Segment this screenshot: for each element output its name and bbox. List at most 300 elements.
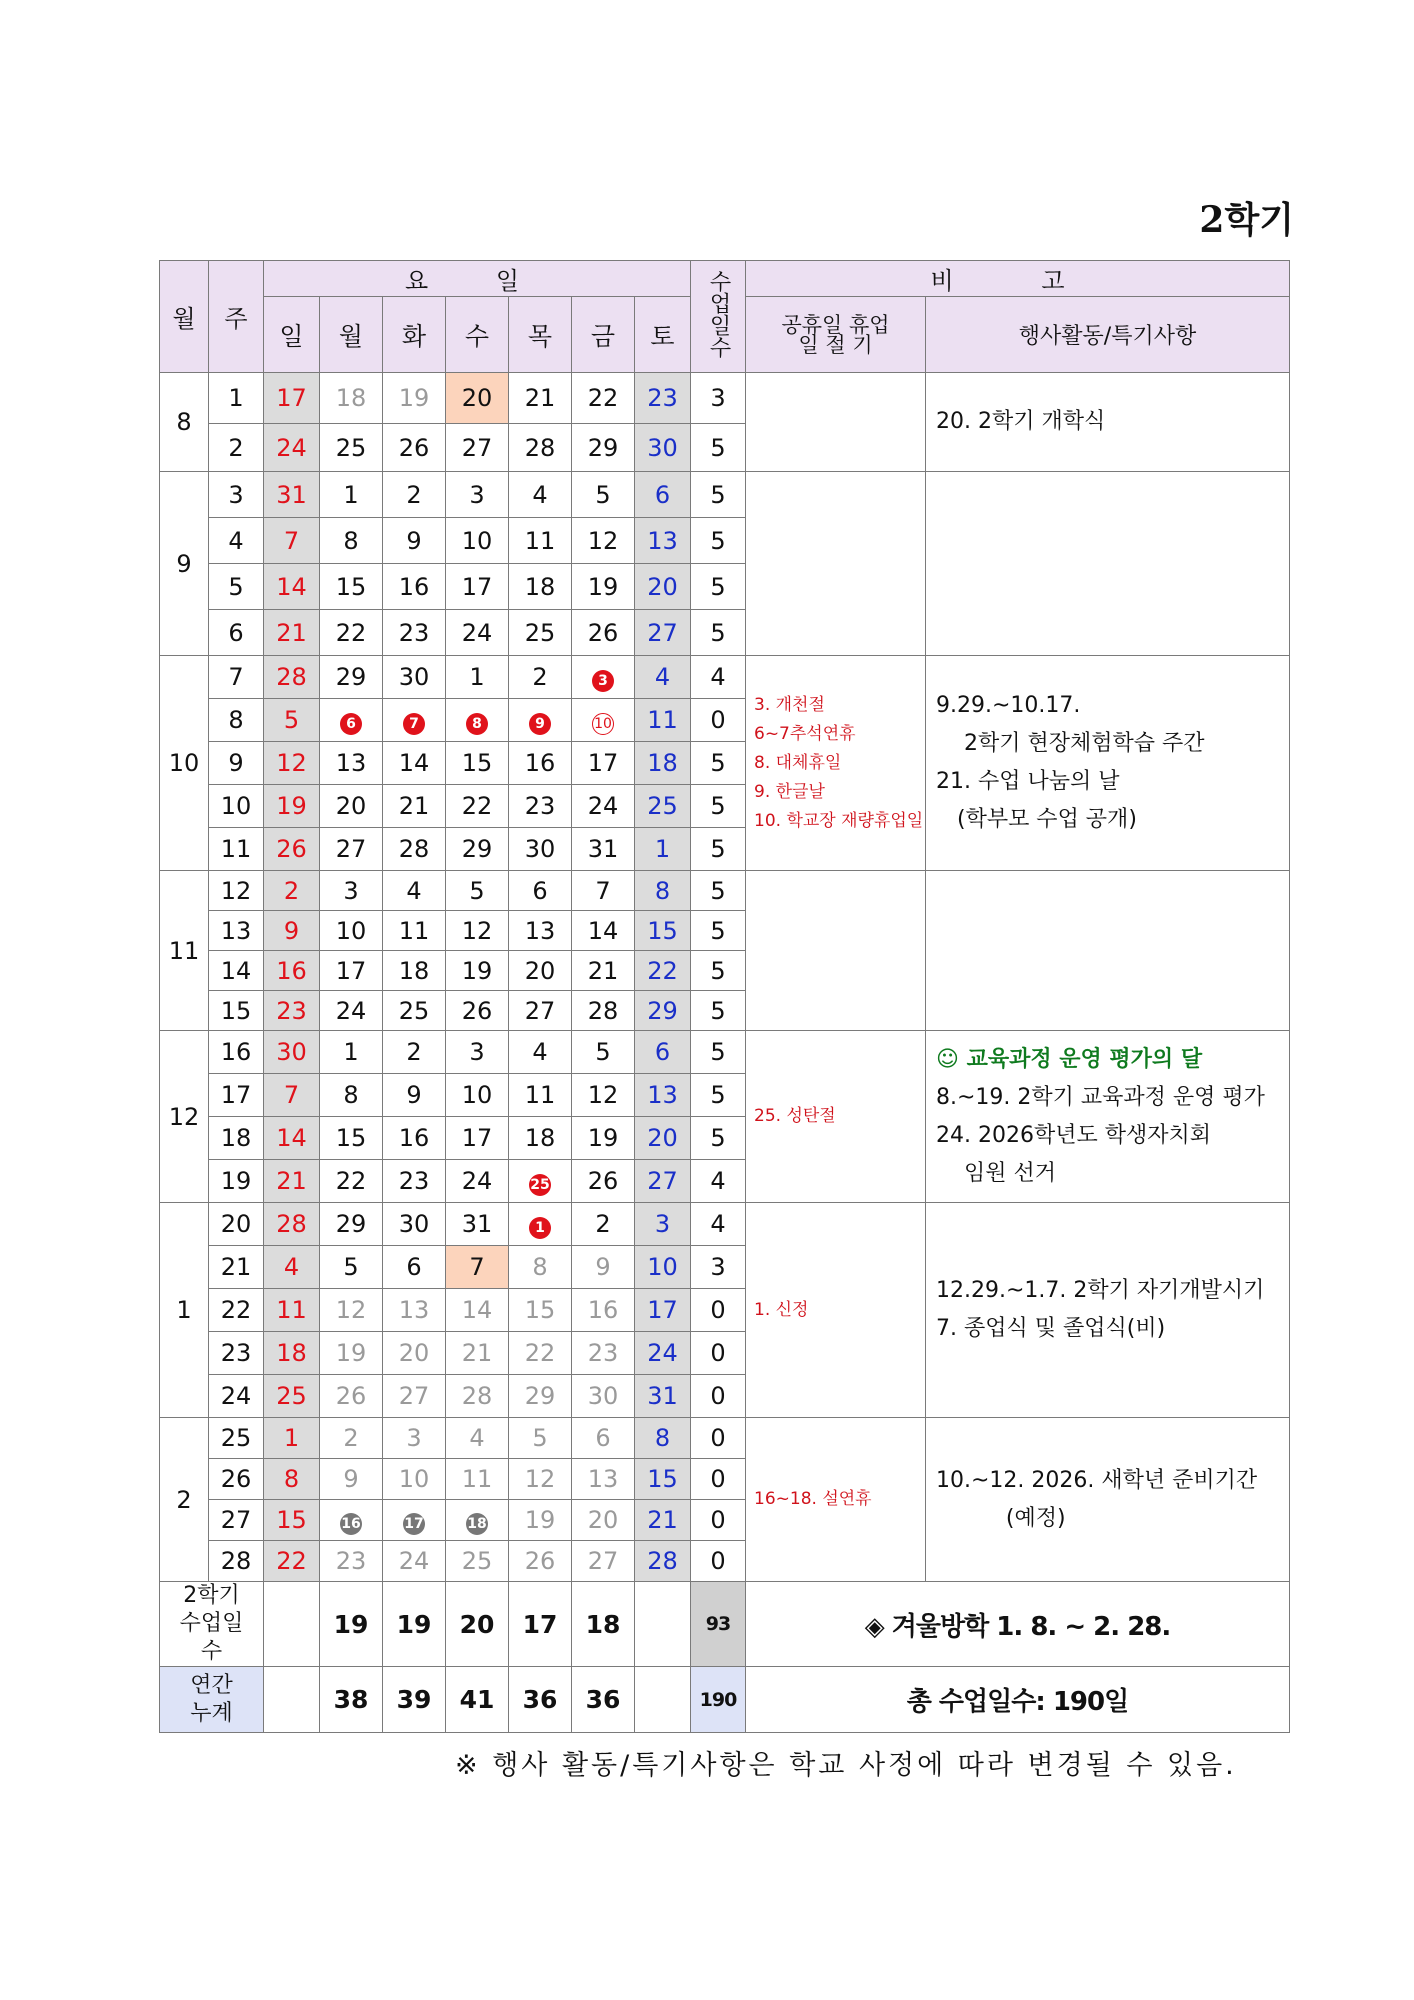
week-row: [160, 656, 1290, 699]
day-cell: 17: [572, 742, 635, 785]
week-number: 17: [209, 1074, 264, 1117]
event-item: 7. 종업식 및 졸업식(비): [936, 1316, 1166, 1341]
class-day-count: 5: [691, 424, 746, 472]
class-day-count: 5: [691, 1117, 746, 1160]
day-cell: 25: [509, 610, 572, 656]
day-cell: 23: [383, 610, 446, 656]
month-label: 8: [160, 373, 209, 472]
day-cell: 20: [572, 1500, 635, 1541]
class-day-count: 0: [691, 1332, 746, 1375]
day-cell: 21: [635, 1500, 691, 1541]
events-cell: [926, 373, 1290, 472]
week-row: [160, 373, 1290, 424]
day-cell: 5: [509, 1418, 572, 1459]
day-cell: 13: [383, 1289, 446, 1332]
holiday-circle: 17: [403, 1513, 425, 1535]
day-cell: 31: [635, 1375, 691, 1418]
day-cell: 22: [635, 951, 691, 991]
holiday-item: 25. 성탄절: [754, 1106, 836, 1126]
annual-day-sum: 38: [320, 1667, 383, 1733]
day-cell: 8: [264, 1459, 320, 1500]
week-number: 14: [209, 951, 264, 991]
day-cell: 26: [383, 424, 446, 472]
class-day-count: 5: [691, 518, 746, 564]
week-row: [160, 1418, 1290, 1459]
day-cell: 20: [509, 951, 572, 991]
day-cell: 7: [264, 518, 320, 564]
day-cell: 17: [320, 951, 383, 991]
day-cell: 7: [264, 1074, 320, 1117]
day-cell: 29: [320, 1203, 383, 1246]
day-cell: 24: [635, 1332, 691, 1375]
day-cell: 25: [320, 424, 383, 472]
day-cell: 26: [572, 1160, 635, 1203]
day-cell: [446, 1500, 509, 1541]
day-cell: 22: [509, 1332, 572, 1375]
day-cell: [320, 1500, 383, 1541]
annual-day-sum: [635, 1667, 691, 1733]
events-cell: [926, 472, 1290, 656]
day-cell: 9: [320, 1459, 383, 1500]
day-cell: 28: [572, 991, 635, 1031]
day-cell: 15: [446, 742, 509, 785]
week-number: 9: [209, 742, 264, 785]
day-cell: 27: [383, 1375, 446, 1418]
class-day-count: 0: [691, 1541, 746, 1582]
day-cell: 2: [383, 472, 446, 518]
day-cell: 21: [264, 610, 320, 656]
week-number: 3: [209, 472, 264, 518]
day-cell: 20: [635, 564, 691, 610]
events-cell: [926, 1418, 1290, 1582]
day-cell: 15: [320, 564, 383, 610]
week-number: 24: [209, 1375, 264, 1418]
day-cell: 30: [509, 828, 572, 871]
annual-day-sum: 36: [572, 1667, 635, 1733]
day-cell: 18: [264, 1332, 320, 1375]
week-number: 4: [209, 518, 264, 564]
annual-count-label: [160, 1667, 264, 1733]
holidays-cell: [746, 1418, 926, 1582]
class-day-count: 5: [691, 610, 746, 656]
day-cell: 28: [509, 424, 572, 472]
day-cell: 28: [635, 1541, 691, 1582]
day-cell: 16: [383, 1117, 446, 1160]
semester-day-sum: 20: [446, 1582, 509, 1667]
week-number: 20: [209, 1203, 264, 1246]
day-cell: 30: [383, 656, 446, 699]
day-header: 금: [572, 297, 635, 373]
day-cell: 27: [509, 991, 572, 1031]
day-cell: 19: [383, 373, 446, 424]
month-label: 10: [160, 656, 209, 871]
day-cell: 19: [572, 1117, 635, 1160]
week-number: 7: [209, 656, 264, 699]
day-cell: 6: [509, 871, 572, 911]
day-cell: 14: [572, 911, 635, 951]
holiday-circle-outline: 10: [592, 713, 614, 735]
day-cell: 17: [635, 1289, 691, 1332]
day-cell: 22: [264, 1541, 320, 1582]
day-cell: 19: [572, 564, 635, 610]
day-cell: 15: [264, 1500, 320, 1541]
class-day-count: 0: [691, 1459, 746, 1500]
day-cell: 5: [572, 472, 635, 518]
week-row: [160, 871, 1290, 911]
class-day-count: 5: [691, 1074, 746, 1117]
week-number: 5: [209, 564, 264, 610]
day-cell: 3: [320, 871, 383, 911]
week-row: [160, 1203, 1290, 1246]
holiday-circle: 25: [529, 1174, 551, 1196]
day-cell: 21: [446, 1332, 509, 1375]
annual-day-sum: 36: [509, 1667, 572, 1733]
day-cell: 24: [264, 424, 320, 472]
semester-day-sum: [264, 1582, 320, 1667]
class-day-count: 5: [691, 911, 746, 951]
day-cell: 15: [635, 911, 691, 951]
day-cell: 5: [572, 1031, 635, 1074]
event-item: 임원 선거: [936, 1160, 1056, 1186]
day-cell: 12: [509, 1459, 572, 1500]
footnote: ※ 행사 활동/특기사항은 학교 사정에 따라 변경될 수 있음.: [455, 1750, 1237, 1781]
month-label: 1: [160, 1203, 209, 1418]
count-header-text: 수업일수: [706, 269, 731, 358]
class-day-count: 5: [691, 951, 746, 991]
day-cell: 8: [635, 1418, 691, 1459]
annual-day-sum: 39: [383, 1667, 446, 1733]
holidays-cell: [746, 373, 926, 472]
day-cell: 29: [320, 656, 383, 699]
holiday-circle: 1: [529, 1217, 551, 1239]
holiday-circle: 6: [340, 713, 362, 735]
day-cell: 7: [446, 1246, 509, 1289]
day-cell: 15: [320, 1117, 383, 1160]
day-cell: 6: [572, 1418, 635, 1459]
day-cell: 23: [635, 373, 691, 424]
class-day-count: 0: [691, 1418, 746, 1459]
day-cell: 3: [383, 1418, 446, 1459]
semester-day-sum: 19: [320, 1582, 383, 1667]
holiday-circle: 9: [529, 713, 551, 735]
day-cell: 25: [264, 1375, 320, 1418]
day-cell: 12: [572, 1074, 635, 1117]
day-cell: 4: [509, 1031, 572, 1074]
day-cell: 11: [635, 699, 691, 742]
day-cell: 1: [446, 656, 509, 699]
day-cell: 4: [635, 656, 691, 699]
week-number: 2: [209, 424, 264, 472]
day-header: 월: [320, 297, 383, 373]
semester-count-label: [160, 1582, 264, 1667]
day-cell: [446, 699, 509, 742]
day-cell: 17: [446, 1117, 509, 1160]
day-cell: 29: [635, 991, 691, 1031]
class-day-count: 3: [691, 1246, 746, 1289]
month-label: 2: [160, 1418, 209, 1582]
days-header: 요 일: [264, 261, 691, 297]
day-cell: 3: [635, 1203, 691, 1246]
day-cell: 23: [264, 991, 320, 1031]
day-cell: 14: [383, 742, 446, 785]
day-cell: 6: [383, 1246, 446, 1289]
holiday-circle: 18: [466, 1513, 488, 1535]
holidays-cell: [746, 656, 926, 871]
day-cell: 29: [446, 828, 509, 871]
event-item: 12.29.~1.7. 2학기 자기개발시기: [936, 1278, 1265, 1303]
total-class-days: 총 수업일수: 190일: [746, 1667, 1290, 1733]
count-header: [691, 261, 746, 373]
holiday-item: 10. 학교장 재량휴업일: [754, 810, 924, 831]
holidays-cell: [746, 1031, 926, 1203]
week-row: [160, 472, 1290, 518]
day-cell: 12: [446, 911, 509, 951]
day-cell: [383, 1500, 446, 1541]
holiday-item: 16~18. 설연휴: [754, 1489, 872, 1509]
events-header: 행사활동/특기사항: [926, 297, 1290, 373]
day-cell: [509, 699, 572, 742]
day-cell: 16: [264, 951, 320, 991]
event-item: 21. 수업 나눔의 날: [936, 769, 1120, 794]
month-label: 11: [160, 871, 209, 1031]
day-cell: 2: [264, 871, 320, 911]
day-header: 목: [509, 297, 572, 373]
academic-calendar-table: [159, 260, 1290, 1733]
day-cell: 14: [446, 1289, 509, 1332]
day-cell: 31: [446, 1203, 509, 1246]
day-cell: 5: [320, 1246, 383, 1289]
annual-day-sum: 41: [446, 1667, 509, 1733]
day-cell: 27: [320, 828, 383, 871]
class-day-count: 5: [691, 472, 746, 518]
day-cell: 11: [383, 911, 446, 951]
day-cell: 2: [383, 1031, 446, 1074]
day-header: 일: [264, 297, 320, 373]
annual-day-sum: [264, 1667, 320, 1733]
day-cell: 6: [635, 472, 691, 518]
month-label: 12: [160, 1031, 209, 1203]
day-cell: 20: [320, 785, 383, 828]
semester-day-sum: 19: [383, 1582, 446, 1667]
day-cell: 15: [509, 1289, 572, 1332]
holiday-circle: 8: [466, 713, 488, 735]
day-cell: 30: [383, 1203, 446, 1246]
day-cell: 12: [264, 742, 320, 785]
event-item: 20. 2학기 개학식: [936, 409, 1106, 434]
day-cell: 4: [264, 1246, 320, 1289]
day-cell: 21: [572, 951, 635, 991]
week-number: 23: [209, 1332, 264, 1375]
day-cell: 2: [320, 1418, 383, 1459]
day-cell: 24: [383, 1541, 446, 1582]
day-cell: 19: [509, 1500, 572, 1541]
holiday-item: 8. 대체휴일: [754, 752, 842, 773]
day-cell: [383, 699, 446, 742]
day-cell: 7: [572, 871, 635, 911]
week-number: 13: [209, 911, 264, 951]
week-number: 8: [209, 699, 264, 742]
day-cell: [509, 1160, 572, 1203]
week-number: 19: [209, 1160, 264, 1203]
class-day-count: 5: [691, 991, 746, 1031]
holiday-item: 6~7추석연휴: [754, 723, 856, 744]
day-cell: 5: [264, 699, 320, 742]
day-cell: 20: [446, 373, 509, 424]
day-cell: 8: [635, 871, 691, 911]
class-day-count: 5: [691, 742, 746, 785]
day-cell: 1: [264, 1418, 320, 1459]
event-item: (학부모 수업 공개): [936, 807, 1137, 832]
day-cell: 24: [446, 1160, 509, 1203]
week-number: 1: [209, 373, 264, 424]
events-cell: [926, 1031, 1290, 1203]
day-cell: 11: [509, 1074, 572, 1117]
day-cell: 23: [572, 1332, 635, 1375]
week-number: 27: [209, 1500, 264, 1541]
day-cell: 12: [572, 518, 635, 564]
holidays-cell: [746, 871, 926, 1031]
day-header: 토: [635, 297, 691, 373]
day-header: 수: [446, 297, 509, 373]
month-label: 9: [160, 472, 209, 656]
week-number: 25: [209, 1418, 264, 1459]
day-cell: 18: [635, 742, 691, 785]
day-cell: 28: [264, 656, 320, 699]
event-item: 2학기 현장체험학습 주간: [936, 731, 1205, 756]
event-item: 24. 2026학년도 학생자치회: [936, 1122, 1211, 1148]
day-cell: 12: [320, 1289, 383, 1332]
events-cell: [926, 656, 1290, 871]
day-cell: 18: [509, 564, 572, 610]
day-cell: 27: [446, 424, 509, 472]
week-number: 22: [209, 1289, 264, 1332]
week-row: [160, 1031, 1290, 1074]
week-header: 주: [209, 261, 264, 373]
day-cell: 1: [320, 472, 383, 518]
day-cell: 25: [446, 1541, 509, 1582]
day-cell: 13: [509, 911, 572, 951]
holidays-cell: [746, 1203, 926, 1418]
day-cell: 11: [509, 518, 572, 564]
day-cell: 1: [320, 1031, 383, 1074]
event-item: 9.29.~10.17.: [936, 693, 1081, 718]
day-cell: 13: [572, 1459, 635, 1500]
class-day-count: 0: [691, 1375, 746, 1418]
semester-total: 93: [691, 1582, 746, 1667]
event-item: 10.~12. 2026. 새학년 준비기간: [936, 1467, 1258, 1493]
day-cell: 18: [509, 1117, 572, 1160]
day-cell: 10: [635, 1246, 691, 1289]
day-cell: 25: [383, 991, 446, 1031]
day-cell: 15: [635, 1459, 691, 1500]
day-cell: 28: [383, 828, 446, 871]
day-cell: 17: [264, 373, 320, 424]
week-number: 6: [209, 610, 264, 656]
day-cell: 24: [320, 991, 383, 1031]
week-number: 28: [209, 1541, 264, 1582]
day-cell: 16: [383, 564, 446, 610]
events-cell: [926, 871, 1290, 1031]
holiday-item: 9. 한글날: [754, 781, 825, 802]
semester-count-label-text: 2학기 수업일수: [179, 1583, 244, 1664]
day-cell: 24: [572, 785, 635, 828]
holiday-circle: 7: [403, 713, 425, 735]
day-cell: 21: [264, 1160, 320, 1203]
class-day-count: 5: [691, 1031, 746, 1074]
day-cell: 8: [320, 1074, 383, 1117]
class-day-count: 4: [691, 1203, 746, 1246]
day-cell: 26: [264, 828, 320, 871]
day-cell: 18: [320, 373, 383, 424]
semester-day-sum: 18: [572, 1582, 635, 1667]
day-cell: 26: [509, 1541, 572, 1582]
day-cell: 23: [383, 1160, 446, 1203]
day-cell: 26: [320, 1375, 383, 1418]
annual-count-label-text: 연간 누계: [190, 1672, 233, 1726]
class-day-count: 5: [691, 564, 746, 610]
day-cell: 28: [264, 1203, 320, 1246]
day-cell: 24: [446, 610, 509, 656]
day-cell: 26: [572, 610, 635, 656]
day-cell: 22: [320, 610, 383, 656]
events-cell: [926, 1203, 1290, 1418]
day-cell: 27: [572, 1541, 635, 1582]
day-cell: 20: [383, 1332, 446, 1375]
day-cell: 25: [635, 785, 691, 828]
week-number: 12: [209, 871, 264, 911]
annual-total: 190: [691, 1667, 746, 1733]
day-cell: 18: [383, 951, 446, 991]
day-cell: 16: [572, 1289, 635, 1332]
day-cell: 2: [509, 656, 572, 699]
day-cell: 9: [383, 518, 446, 564]
day-cell: 27: [635, 1160, 691, 1203]
class-day-count: 4: [691, 1160, 746, 1203]
month-header: 월: [160, 261, 209, 373]
day-cell: 14: [264, 1117, 320, 1160]
day-cell: 10: [320, 911, 383, 951]
day-cell: 10: [383, 1459, 446, 1500]
day-cell: 9: [572, 1246, 635, 1289]
day-cell: 4: [446, 1418, 509, 1459]
day-cell: 20: [635, 1117, 691, 1160]
day-cell: 23: [320, 1541, 383, 1582]
winter-vacation: ◈ 겨울방학 1. 8. ~ 2. 28.: [746, 1582, 1290, 1667]
day-cell: 31: [264, 472, 320, 518]
week-number: 26: [209, 1459, 264, 1500]
day-cell: 11: [446, 1459, 509, 1500]
day-cell: 19: [446, 951, 509, 991]
week-number: 18: [209, 1117, 264, 1160]
semester-day-sum: 17: [509, 1582, 572, 1667]
holidays-header: 공휴일 휴업일 절 기: [746, 297, 926, 373]
week-number: 21: [209, 1246, 264, 1289]
day-cell: 8: [320, 518, 383, 564]
day-cell: 22: [320, 1160, 383, 1203]
day-cell: 22: [446, 785, 509, 828]
holiday-item: 1. 신정: [754, 1299, 809, 1320]
week-number: 11: [209, 828, 264, 871]
day-cell: 13: [320, 742, 383, 785]
day-cell: 13: [635, 1074, 691, 1117]
event-item: 8.~19. 2학기 교육과정 운영 평가: [936, 1084, 1265, 1110]
day-cell: 28: [446, 1375, 509, 1418]
day-cell: 8: [509, 1246, 572, 1289]
day-cell: 9: [264, 911, 320, 951]
day-cell: 22: [572, 373, 635, 424]
semester-day-sum: [635, 1582, 691, 1667]
day-cell: 13: [635, 518, 691, 564]
